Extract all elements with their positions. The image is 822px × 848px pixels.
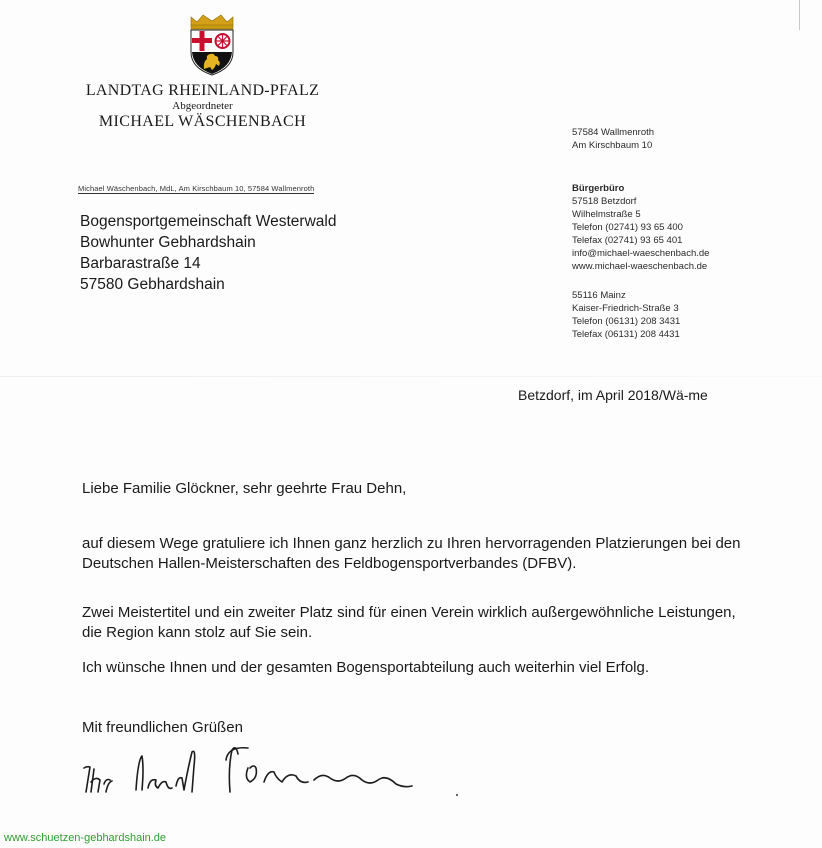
- ink-dot: [456, 794, 458, 796]
- office-website: www.michael-waeschenbach.de: [572, 261, 708, 272]
- home-street: Am Kirschbaum 10: [572, 140, 653, 151]
- office-street: Wilhelmstraße 5: [572, 209, 641, 220]
- office-fax: Telefax (02741) 93 65 401: [572, 235, 683, 246]
- body-paragraph: auf diesem Wege gratuliere ich Ihnen ganz herzlich zu Ihren hervorragenden Platzierungen bei den Deutschen Hallen-Meisterschaften des Feldbogensportverbandes (DFBV).: [82, 535, 741, 572]
- scan-edge: [799, 0, 800, 30]
- contact-sidebar: [572, 126, 709, 352]
- recipient-line: 57580 Gebhardshain: [80, 276, 225, 293]
- member-role: Abgeordneter: [172, 100, 233, 112]
- recipient-line: Barbarastraße 14: [80, 255, 201, 272]
- recipient-address: [80, 211, 336, 295]
- recipient-line: Bogensportgemeinschaft Westerwald: [80, 213, 337, 230]
- parliament-title: LANDTAG RHEINLAND-PFALZ: [85, 82, 320, 99]
- body-paragraph: Ich wünsche Ihnen und der gesamten Bogensportabteilung auch weiterhin viel Erfolg.: [82, 659, 650, 676]
- recipient-line: Bowhunter Gebhardshain: [80, 234, 256, 251]
- website-watermark: www.schuetzen-gebhardshain.de: [4, 832, 167, 844]
- office-phone: Telefon (02741) 93 65 400: [572, 222, 683, 233]
- fold-line: [0, 376, 822, 377]
- date-reference: Betzdorf, im April 2018/Wä-me: [518, 387, 708, 403]
- handwritten-signature: [78, 738, 418, 800]
- mainz-phone: Telefon (06131) 208 3431: [572, 316, 681, 327]
- salutation: Liebe Familie Glöckner, sehr geehrte Frau Dehn,: [82, 480, 407, 497]
- member-name: MICHAEL WÄSCHENBACH: [98, 113, 307, 130]
- mainz-city: 55116 Mainz: [572, 290, 626, 301]
- office-email: info@michael-waeschenbach.de: [572, 248, 710, 259]
- office-city: 57518 Betzdorf: [572, 196, 637, 207]
- office-address: [572, 182, 709, 273]
- home-city: 57584 Wallmenroth: [572, 127, 655, 138]
- mainz-fax: Telefax (06131) 208 4431: [572, 329, 680, 340]
- office-heading: Bürgerbüro: [572, 183, 625, 194]
- closing: Mit freundlichen Grüßen: [82, 719, 243, 736]
- coat-of-arms-icon: [185, 14, 239, 76]
- sender-address-line: Michael Wäschenbach, MdL, Am Kirschbaum 10, 57584 Wallmenroth: [78, 184, 315, 193]
- home-address: [572, 126, 709, 152]
- mainz-address: [572, 289, 709, 341]
- mainz-street: Kaiser-Friedrich-Straße 3: [572, 303, 679, 314]
- body-paragraph: Zwei Meistertitel und ein zweiter Platz sind für einen Verein wirklich außergewöhnliche Leistungen, die Region kann stolz auf Sie sein.: [82, 604, 736, 641]
- letterhead: [70, 82, 335, 131]
